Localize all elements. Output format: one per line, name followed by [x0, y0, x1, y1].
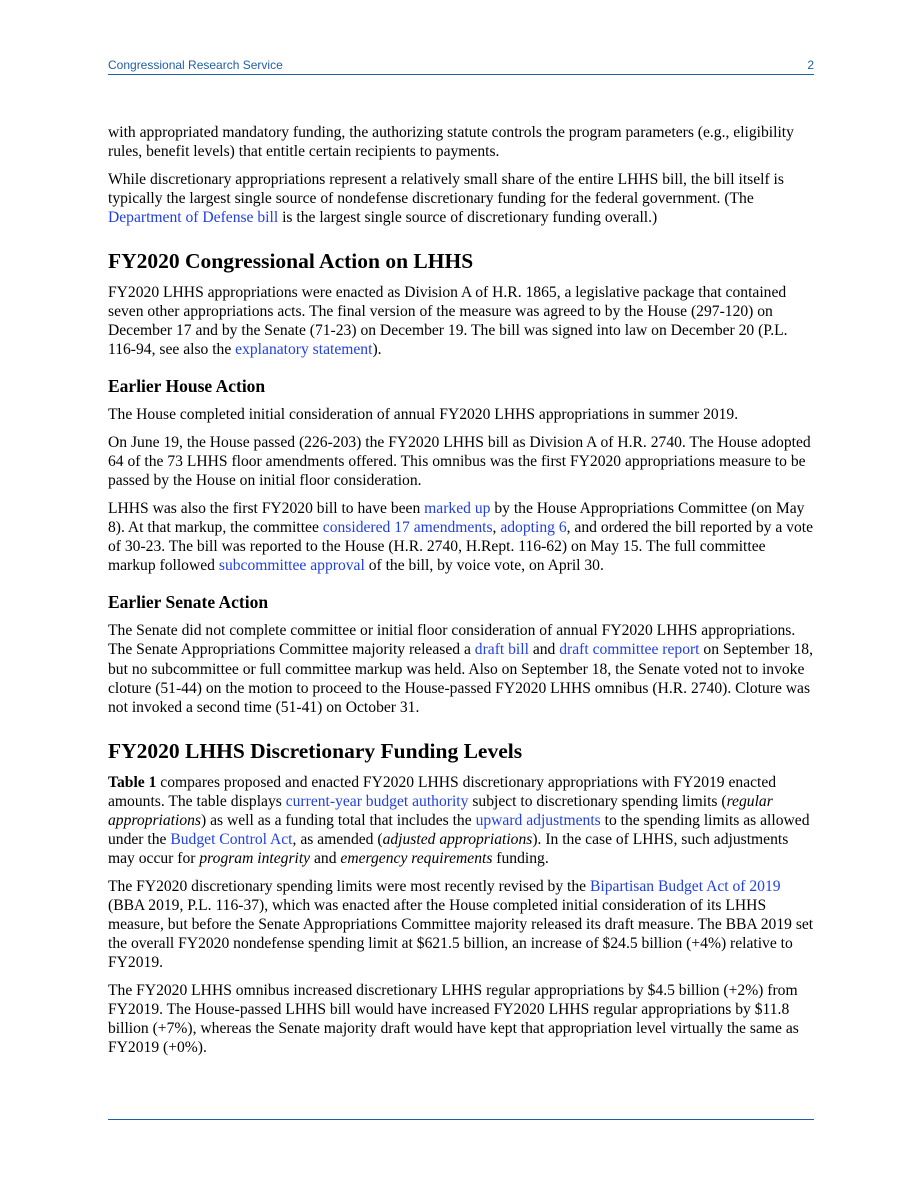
document-body	[108, 123, 814, 1066]
heading-senate-action: Earlier Senate Action	[108, 592, 269, 613]
heading-funding-levels: FY2020 LHHS Discretionary Funding Levels	[108, 738, 523, 763]
header-source: Congressional Research Service	[108, 58, 283, 72]
paragraph-3: FY2020 LHHS appropriations were enacted as Division A of H.R. 1865, a legislative package that contained seven other appropriations acts. The final version of the measure was agreed to by the House (297-120) on December 17 and by the Senate (71-23) on December 19. The bill was signed into law on December 20 (P.L. 116-94, see also the explanatory statement).	[108, 284, 788, 359]
link-dod-bill[interactable]: Department of Defense bill	[108, 208, 279, 226]
paragraph-6: LHHS was also the first FY2020 bill to have been marked up by the House Appropriations Committee (on May 8). At that markup, the committee considered 17 amendments, adopting 6, and ordered the bill reported by a vote of 30-23. The bill was reported to the House (H.R. 2740, H.Rept. 116-62) on May 15. The full committee markup followed subcommittee approval of the bill, by voice vote, on April 30.	[108, 500, 814, 575]
link-bipartisan-budget-act[interactable]: Bipartisan Budget Act of 2019	[590, 877, 781, 895]
link-budget-authority[interactable]: current-year budget authority	[285, 792, 469, 810]
link-explanatory-statement[interactable]: explanatory statement	[235, 341, 373, 359]
footer-rule	[108, 1119, 814, 1120]
link-draft-committee-report[interactable]: draft committee report	[559, 641, 700, 659]
paragraph-5: On June 19, the House passed (226-203) the FY2020 LHHS bill as Division A of H.R. 2740. The House adopted 64 of the 73 LHHS floor amendments offered. This omnibus was the first FY2020 appropriations measure to be passed by the House on initial floor consideration.	[108, 434, 811, 490]
paragraph-10: The FY2020 LHHS omnibus increased discretionary LHHS regular appropriations by $4.5 billion (+2%) from FY2019. The House-passed LHHS bill would have increased FY2020 LHHS regular appropriations by $11.8 billion (+7%), whereas the Senate majority draft would have kept that appropriation level virtually the same as FY2019 (+0%).	[108, 981, 799, 1057]
paragraph-4: The House completed initial consideration of annual FY2020 LHHS appropriations in summer 2019.	[108, 406, 739, 424]
paragraph-7: The Senate did not complete committee or initial floor consideration of annual FY2020 LHHS appropriations. The Senate Appropriations Committee majority released a draft bill and draft committee report on September 18, but no subcommittee or full committee markup was held. Also on September 18, the Senate voted not to invoke cloture (51-44) on the motion to proceed to the House-passed FY2020 LHHS omnibus (H.R. 2740). Cloture was not invoked a second time (51-41) on October 31.	[108, 622, 813, 716]
paragraph-1: with appropriated mandatory funding, the authorizing statute controls the program parameters (e.g., eligibility rules, benefit levels) that entitle certain recipients to payments.	[108, 124, 794, 161]
heading-congressional-action: FY2020 Congressional Action on LHHS	[108, 249, 474, 274]
page-number: 2	[807, 58, 814, 72]
link-marked-up[interactable]: marked up	[424, 500, 491, 517]
link-budget-control-act[interactable]: Budget Control Act	[170, 831, 293, 849]
paragraph-2: While discretionary appropriations represent a relatively small share of the entire LHHS bill, the bill itself is typically the largest single source of nondefense discretionary funding for the federal government. (The Department of Defense bill is the largest single source of discretionary funding overall.)	[108, 170, 784, 226]
link-upward-adjustments[interactable]: upward adjustments	[475, 812, 601, 830]
heading-house-action: Earlier House Action	[108, 376, 266, 397]
paragraph-8: Table 1 compares proposed and enacted FY2020 LHHS discretionary appropriations with FY2019 enacted amounts. The table displays current-year budget authority subject to discretionary spending limits (regular appropriations) as well as a funding total that includes the upward adjustments to the spending limits as allowed under the Budget Control Act, as amended (adjusted appropriations). In the case of LHHS, such adjustments may occur for program integrity and emergency requirements funding.	[108, 773, 810, 868]
link-draft-bill[interactable]: draft bill	[474, 641, 529, 659]
page-header	[108, 58, 814, 75]
link-adopting-6[interactable]: adopting 6	[500, 519, 567, 537]
table-1-reference: Table 1	[108, 773, 157, 791]
paragraph-9: The FY2020 discretionary spending limits were most recently revised by the Bipartisan Budget Act of 2019 (BBA 2019, P.L. 116-37), which was enacted after the House completed initial consideration of its LHHS measure, but before the Senate Appropriations Committee majority released its draft measure. The BBA 2019 set the overall FY2020 nondefense spending limit at $621.5 billion, an increase of $24.5 billion (+4%) relative to FY2019.	[108, 877, 814, 972]
link-considered-amendments[interactable]: considered 17 amendments	[322, 519, 493, 537]
link-subcommittee-approval[interactable]: subcommittee approval	[218, 557, 365, 575]
